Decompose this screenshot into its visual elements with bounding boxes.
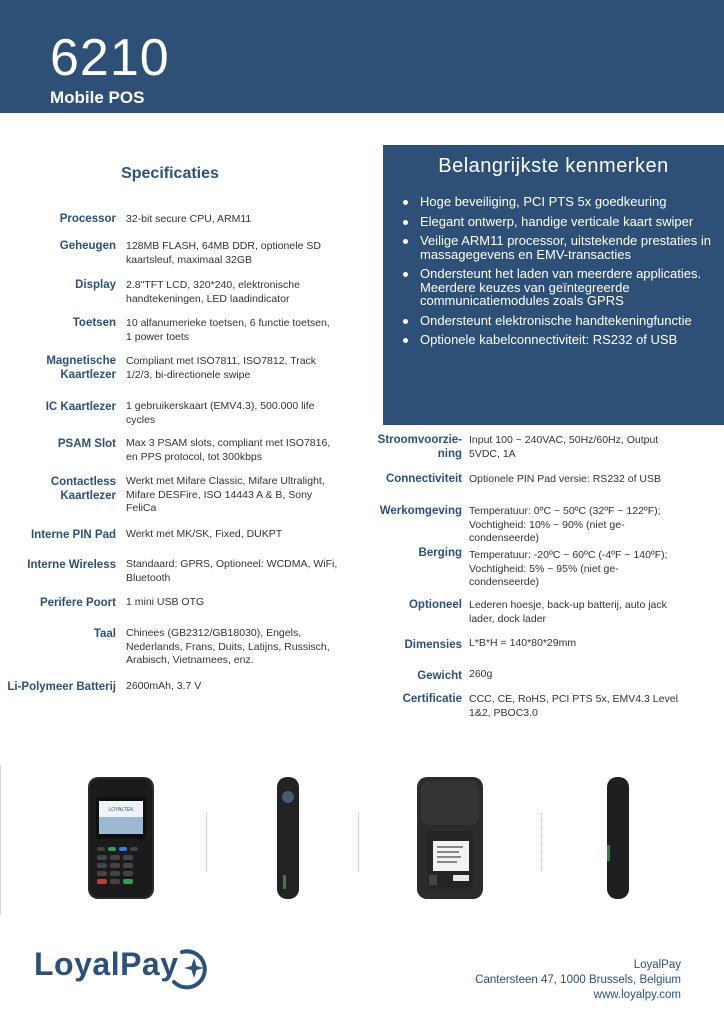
spec-label: Stroomvoorzie-ning bbox=[377, 434, 462, 460]
spec-value: 2600mAh, 3.7 V bbox=[126, 680, 202, 692]
loyalpay-logo: LoyalPay bbox=[34, 946, 179, 982]
spec-label: PSAM Slot bbox=[57, 438, 116, 450]
spec-value: Standaard: GPRS, Optioneel: WCDMA, WiFi, Bluetooth bbox=[126, 558, 338, 584]
spec-value: Werkt met MK/SK, Fixed, DUKPT bbox=[126, 528, 283, 540]
spec-value: Compliant met ISO7811, ISO7812, Track 1/2/3, bi-directionele swipe bbox=[126, 355, 317, 381]
device-side-image bbox=[274, 775, 302, 901]
company-name: LoyalPay bbox=[633, 959, 681, 971]
spec-label: Connectiviteit bbox=[385, 473, 462, 485]
device-back-image bbox=[415, 775, 485, 901]
device-side-image bbox=[604, 775, 632, 901]
spec-label: Certificatie bbox=[402, 693, 462, 705]
spec-value: 32-bit secure CPU, ARM11 bbox=[126, 213, 252, 225]
header-banner bbox=[0, 0, 724, 113]
contact-block bbox=[475, 958, 681, 1003]
company-address: Cantersteen 47, 1000 Brussels, Belgium bbox=[475, 974, 681, 986]
spec-label: Interne Wireless bbox=[27, 559, 116, 571]
spec-label: Dimensies bbox=[404, 639, 462, 651]
spec-value: 128MB FLASH, 64MB DDR, optionele SD kaartsleuf, maximaal 32GB bbox=[126, 240, 321, 266]
spec-value: Werkt met Mifare Classic, Mifare Ultralight, Mifare DESFire, ISO 14443 A & B, Sony FeliCa bbox=[126, 475, 325, 514]
features-panel bbox=[383, 145, 724, 425]
device-screen-brand: LOYALTEK bbox=[108, 807, 134, 813]
spec-label: Gewicht bbox=[417, 670, 462, 682]
feature-item: Veilige ARM11 processor, uitstekende prestaties in massagegevens en EMV-transacties bbox=[403, 234, 715, 261]
spec-label: Perifere Poort bbox=[39, 597, 116, 609]
photo-separator bbox=[541, 813, 542, 871]
spec-label: Magnetische Kaartlezer bbox=[46, 355, 116, 381]
photo-separator bbox=[206, 813, 207, 871]
spec-value: 260g bbox=[469, 668, 493, 680]
company-website[interactable]: www.loyalpy.com bbox=[593, 989, 681, 1001]
spec-value: Max 3 PSAM slots, compliant met ISO7816, en PPS protocol, tot 300kbps bbox=[126, 437, 331, 463]
spec-label: Interne PIN Pad bbox=[31, 529, 116, 541]
spec-value: Temperatuur: 0ºC ~ 50ºC (32ºF ~ 122ºF); Vochtigheid: 10% ~ 90% (niet ge-condenseerde) bbox=[469, 505, 661, 544]
spec-value: 1 mini USB OTG bbox=[126, 596, 205, 608]
sparkle-icon bbox=[168, 942, 214, 998]
spec-value: 1 gebruikerskaart (EMV4.3), 500.000 life cycles bbox=[126, 400, 315, 426]
spec-value: Lederen hoesje, back-up batterij, auto jack lader, dock lader bbox=[469, 599, 667, 625]
spec-value: 2.8"TFT LCD, 320*240, elektronische handtekeningen, LED laadindicator bbox=[126, 279, 300, 305]
spec-value: L*B*H = 140*80*29mm bbox=[469, 637, 577, 649]
feature-item: Elegant ontwerp, handige verticale kaart swiper bbox=[403, 215, 715, 229]
product-photo-strip bbox=[0, 765, 724, 915]
spec-label: Li-Polymeer Batterij bbox=[7, 681, 116, 693]
spec-label: Display bbox=[75, 279, 116, 291]
spec-label: Processor bbox=[59, 213, 116, 225]
feature-item: Ondersteunt het laden van meerdere applicaties. Meerdere keuzes van geïntegreerde communicatiemodules zoals GPRS bbox=[403, 267, 715, 308]
spec-label: Contactless Kaartlezer bbox=[50, 476, 116, 502]
spec-label: Toetsen bbox=[72, 317, 116, 329]
spec-value: Temperatuur: -20ºC ~ 60ºC (-4ºF ~ 140ºF); Vochtigheid: 5% ~ 95% (niet ge-condenseerde) bbox=[469, 549, 668, 588]
spec-label: Werkomgeving bbox=[379, 505, 462, 517]
feature-item: Ondersteunt elektronische handtekeningfunctie bbox=[403, 314, 715, 328]
spec-label: Geheugen bbox=[59, 240, 116, 252]
spec-value: Optionele PIN Pad versie: RS232 of USB bbox=[469, 473, 662, 485]
feature-item: Optionele kabelconnectiviteit: RS232 of USB bbox=[403, 333, 715, 347]
photo-separator bbox=[358, 813, 359, 871]
device-front-image bbox=[86, 775, 156, 901]
spec-label: Taal bbox=[93, 628, 116, 640]
feature-item: Hoge beveiliging, PCI PTS 5x goedkeuring bbox=[403, 195, 715, 209]
spec-value: 10 alfanumerieke toetsen, 6 functie toetsen, 1 power toets bbox=[126, 317, 330, 343]
spec-label: Berging bbox=[418, 547, 462, 559]
spec-value: CCC, CE, RoHS, PCI PTS 5x, EMV4.3 Level 1&2, PBOC3.0 bbox=[469, 693, 678, 719]
strip-edge-left bbox=[0, 765, 1, 915]
spec-label: Optioneel bbox=[408, 599, 462, 611]
spec-value: Chinees (GB2312/GB18030), Engels, Nederlands, Frans, Duits, Latijns, Russisch, Arabisch, Vietnamees, enz. bbox=[126, 627, 330, 666]
specs-heading: Specificaties bbox=[121, 165, 219, 182]
spec-value: Input 100 ~ 240VAC, 50Hz/60Hz, Output 5VDC, 1A bbox=[469, 434, 659, 460]
product-model: 6210 bbox=[50, 29, 170, 87]
features-list bbox=[403, 195, 715, 353]
product-subtitle: Mobile POS bbox=[50, 88, 145, 107]
features-title: Belangrijkste kenmerken bbox=[438, 155, 669, 177]
spec-label: IC Kaartlezer bbox=[45, 401, 116, 413]
